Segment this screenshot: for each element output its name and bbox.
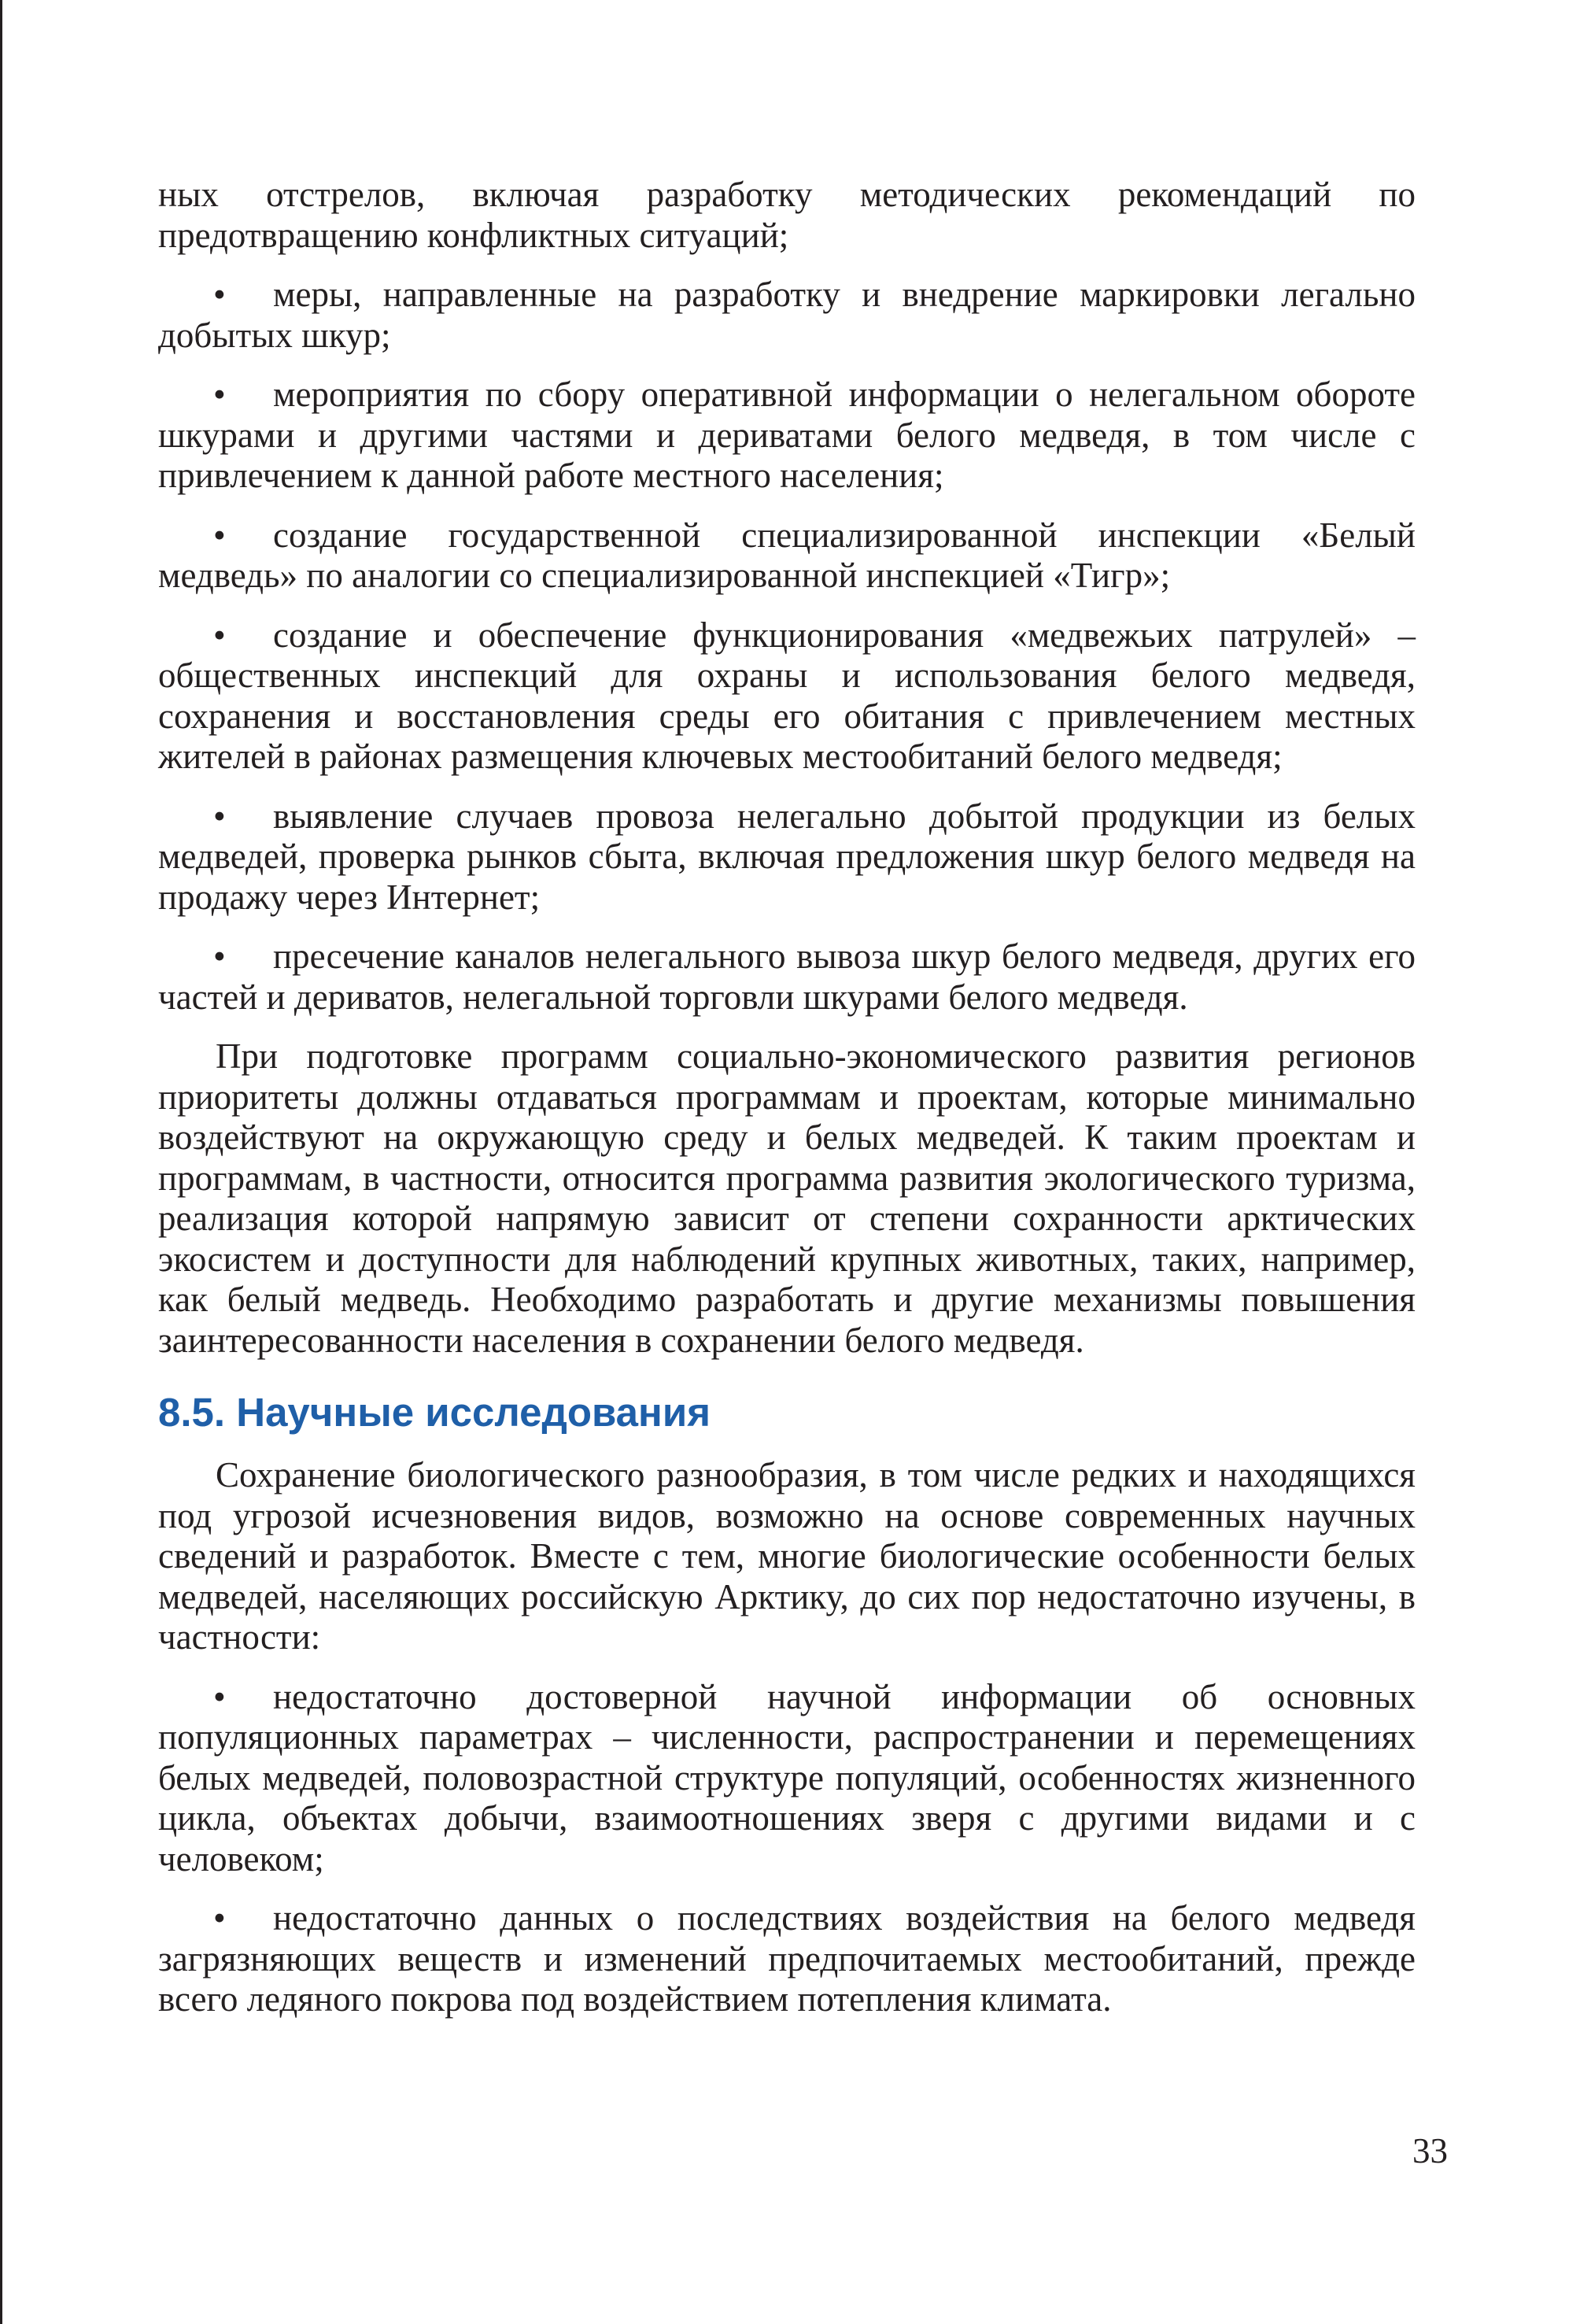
- page-body: [158, 175, 1416, 2020]
- bullet-text: недостаточно достоверной научной информации об основных популяционных параметрах – численности, распространении и перемещениях белых медведей, половозрастной структуре популяций, особенностях жизненного цикла, объектах добычи, взаимоотношениях зверя с другими видами и с человеком;: [158, 1676, 1416, 1879]
- paragraph-research: Сохранение биологического разнообразия, в том числе редких и находящихся под угрозой исчезновения видов, возможно на основе современных научных сведений и разработок. Вместе с тем, многие биологические особенности белых медведей, населяющих российскую Арктику, до сих пор недостаточно изучены, в частности:: [158, 1455, 1416, 1657]
- bullet-item: [158, 375, 1416, 497]
- bullet-text: мероприятия по сбору оперативной информации о нелегальном обороте шкурами и другими частями и дериватами белого медведя, в том числе с привлечением к данной работе местного населения;: [158, 375, 1416, 495]
- bullet-text: меры, направленные на разработку и внедрение маркировки легально добытых шкур;: [158, 275, 1416, 355]
- bullet-item: [158, 937, 1416, 1018]
- bullet-item: [158, 1677, 1416, 1880]
- bullet-text: создание государственной специализированной инспекции «Белый медведь» по аналогии со специализированной инспекцией «Тигр»;: [158, 515, 1416, 595]
- bullet-item: [158, 796, 1416, 918]
- paragraph-programs: При подготовке программ социально-экономического развития регионов приоритеты должны отдаваться программам и проектам, которые минимально воздействуют на окружающую среду и белых медведей. К таким проектам и программам, в частности, относится программа развития экологического туризма, реализация которой напрямую зависит от степени сохранности арктических экосистем и доступности для наблюдений крупных животных, таких, например, как белый медведь. Необходимо разработать и другие механизмы повышения заинтересованности населения в сохранении белого медведя.: [158, 1036, 1416, 1360]
- bullet-item: [158, 615, 1416, 778]
- bullet-text: недостаточно данных о последствиях воздействия на белого медведя загрязняющих веществ и изменений предпочитаемых местообитаний, прежде всего ледяного покрова под воздействием потепления климата.: [158, 1898, 1416, 2019]
- page-edge-rule: [0, 0, 2, 2324]
- bullet-marker: •: [213, 275, 226, 314]
- bullet-item: [158, 515, 1416, 597]
- bullet-marker: •: [213, 937, 226, 976]
- bullet-marker: •: [213, 1676, 226, 1716]
- section-heading: 8.5. Научные исследования: [158, 1390, 711, 1435]
- bullet-marker: •: [213, 515, 226, 555]
- bullet-marker: •: [213, 1898, 226, 1938]
- bullet-marker: •: [213, 796, 226, 836]
- bullet-text: выявление случаев провоза нелегально добытой продукции из белых медведей, проверка рынков сбыта, включая предложения шкур белого медведя на продажу через Интернет;: [158, 796, 1416, 917]
- bullet-text: пресечение каналов нелегального вывоза шкур белого медведя, других его частей и дериватов, нелегальной торговли шкурами белого медведя.: [158, 937, 1416, 1017]
- bullet-marker: •: [213, 615, 226, 655]
- bullet-item: [158, 1898, 1416, 2020]
- bullet-item: [158, 275, 1416, 356]
- intro-continuation: ных отстрелов, включая разработку методических рекомендаций по предотвращению конфликтных ситуаций;: [158, 175, 1416, 255]
- bullet-marker: •: [213, 375, 226, 414]
- page-number: 33: [1412, 2131, 1448, 2171]
- bullet-text: создание и обеспечение функционирования «медвежьих патрулей» – общественных инспекций для охраны и использования белого медведя, сохранения и восстановления среды его обитания с привлечением местных жителей в районах размещения ключевых местообитаний белого медведя;: [158, 615, 1416, 776]
